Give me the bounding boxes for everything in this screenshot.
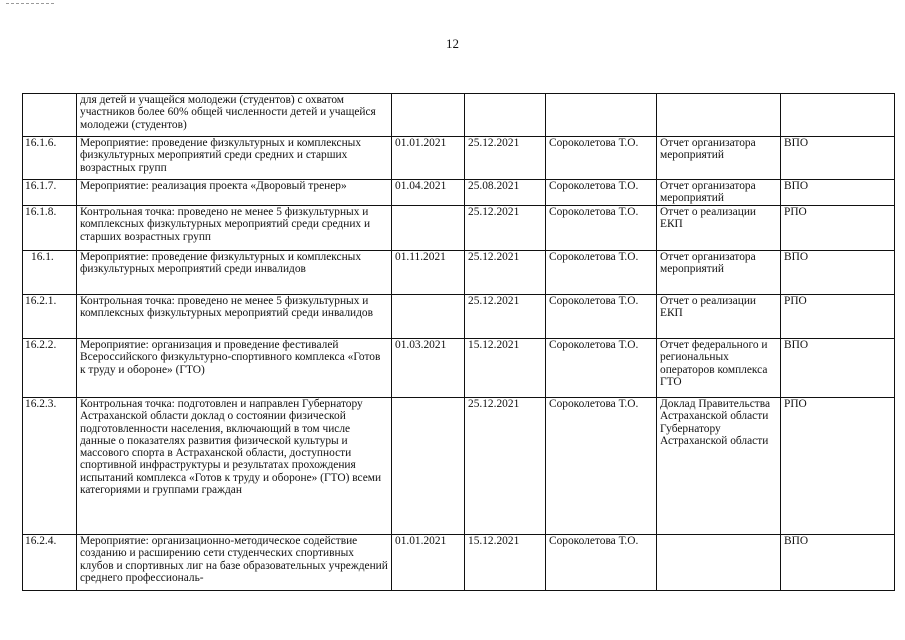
executor: Сороколетова Т.О. xyxy=(546,398,657,535)
start-date xyxy=(392,295,465,339)
event-text: Мероприятие: проведение физкультурных и комплексных физкультурных мероприятий среди средних и старших возрастных групп xyxy=(77,137,392,180)
executor: Сороколетова Т.О. xyxy=(546,206,657,251)
start-date: 01.03.2021 xyxy=(392,339,465,398)
row-number: 16.2.4. xyxy=(23,535,77,591)
executor: Сороколетова Т.О. xyxy=(546,137,657,180)
control-type: РПО xyxy=(781,295,895,339)
end-date: 25.12.2021 xyxy=(465,251,546,295)
row-number: 16.2.2. xyxy=(23,339,77,398)
result-document: Отчет о реализации ЕКП xyxy=(657,206,781,251)
event-text: Мероприятие: организация и проведение фестивалей Всероссийского физкультурно-спортивного комплекса «Готов к труду и обороне» (ГТО) xyxy=(77,339,392,398)
control-type: ВПО xyxy=(781,339,895,398)
control-type: ВПО xyxy=(781,535,895,591)
table-row xyxy=(23,180,895,206)
table-row xyxy=(23,339,895,398)
plan-table-body xyxy=(23,94,895,591)
control-type: ВПО xyxy=(781,180,895,206)
table-row xyxy=(23,251,895,295)
table-row xyxy=(23,295,895,339)
control-type: РПО xyxy=(781,206,895,251)
executor: Сороколетова Т.О. xyxy=(546,535,657,591)
executor: Сороколетова Т.О. xyxy=(546,180,657,206)
end-date: 15.12.2021 xyxy=(465,339,546,398)
event-text: Контрольная точка: проведено не менее 5 физкультурных и комплексных физкультурных мероприятий среди инвалидов xyxy=(77,295,392,339)
plan-table xyxy=(22,93,895,591)
result-document: Отчет организатора мероприятий xyxy=(657,251,781,295)
table-row xyxy=(23,137,895,180)
start-date: 01.04.2021 xyxy=(392,180,465,206)
end-date: 25.12.2021 xyxy=(465,398,546,535)
result-document xyxy=(657,535,781,591)
result-document: Отчет организатора мероприятий xyxy=(657,137,781,180)
executor: Сороколетова Т.О. xyxy=(546,339,657,398)
start-date: 01.01.2021 xyxy=(392,535,465,591)
row-number xyxy=(23,94,77,137)
row-number: 16.1.8. xyxy=(23,206,77,251)
start-date xyxy=(392,206,465,251)
start-date xyxy=(392,94,465,137)
end-date: 15.12.2021 xyxy=(465,535,546,591)
start-date xyxy=(392,398,465,535)
end-date: 25.12.2021 xyxy=(465,137,546,180)
row-number: 16.1.6. xyxy=(23,137,77,180)
end-date xyxy=(465,94,546,137)
result-document: Отчет федерального и региональных операторов комплекса ГТО xyxy=(657,339,781,398)
start-date: 01.11.2021 xyxy=(392,251,465,295)
page-number: 12 xyxy=(446,36,459,51)
result-document: Отчет о реализации ЕКП xyxy=(657,295,781,339)
row-number: 16.1.7. xyxy=(23,180,77,206)
executor: Сороколетова Т.О. xyxy=(546,251,657,295)
event-text: Мероприятие: реализация проекта «Дворовый тренер» xyxy=(77,180,392,206)
row-number: 16.2.1. xyxy=(23,295,77,339)
control-type: ВПО xyxy=(781,251,895,295)
control-type: РПО xyxy=(781,398,895,535)
start-date: 01.01.2021 xyxy=(392,137,465,180)
end-date: 25.12.2021 xyxy=(465,206,546,251)
result-document xyxy=(657,94,781,137)
event-text: Мероприятие: организационно-методическое содействие созданию и расширению сети студенческих спортивных клубов и спортивных лиг на базе образовательных учреждений среднего профессиональ- xyxy=(77,535,392,591)
scan-edge-mark xyxy=(6,3,54,6)
control-type: ВПО xyxy=(781,137,895,180)
table-row xyxy=(23,398,895,535)
executor xyxy=(546,94,657,137)
end-date: 25.08.2021 xyxy=(465,180,546,206)
table-row xyxy=(23,94,895,137)
row-number: 16.2.3. xyxy=(23,398,77,535)
event-text: Контрольная точка: подготовлен и направлен Губернатору Астраханской области доклад о состоянии физической подготовленности населения, включающий в том числе данные о показателях развития физической культуры и массового спорта в Астраханской области, доступности спортивной инфраструктуры и результатах прохождения испытаний комплекса «Готов к труду и обороне» (ГТО) всеми категориями и группами граждан xyxy=(77,398,392,535)
result-document: Доклад Правительства Астраханской области Губернатору Астраханской области xyxy=(657,398,781,535)
table-row xyxy=(23,206,895,251)
result-document: Отчет организатора мероприятий xyxy=(657,180,781,206)
row-number: 16.1. xyxy=(23,251,77,295)
executor: Сороколетова Т.О. xyxy=(546,295,657,339)
event-text: Контрольная точка: проведено не менее 5 физкультурных и комплексных физкультурных мероприятий среди средних и старших возрастных групп xyxy=(77,206,392,251)
end-date: 25.12.2021 xyxy=(465,295,546,339)
control-type xyxy=(781,94,895,137)
event-text: Мероприятие: проведение физкультурных и комплексных физкультурных мероприятий среди инвалидов xyxy=(77,251,392,295)
table-row xyxy=(23,535,895,591)
event-text: для детей и учащейся молодежи (студентов) с охватом участников более 60% общей численности детей и учащейся молодежи (студентов) xyxy=(77,94,392,137)
